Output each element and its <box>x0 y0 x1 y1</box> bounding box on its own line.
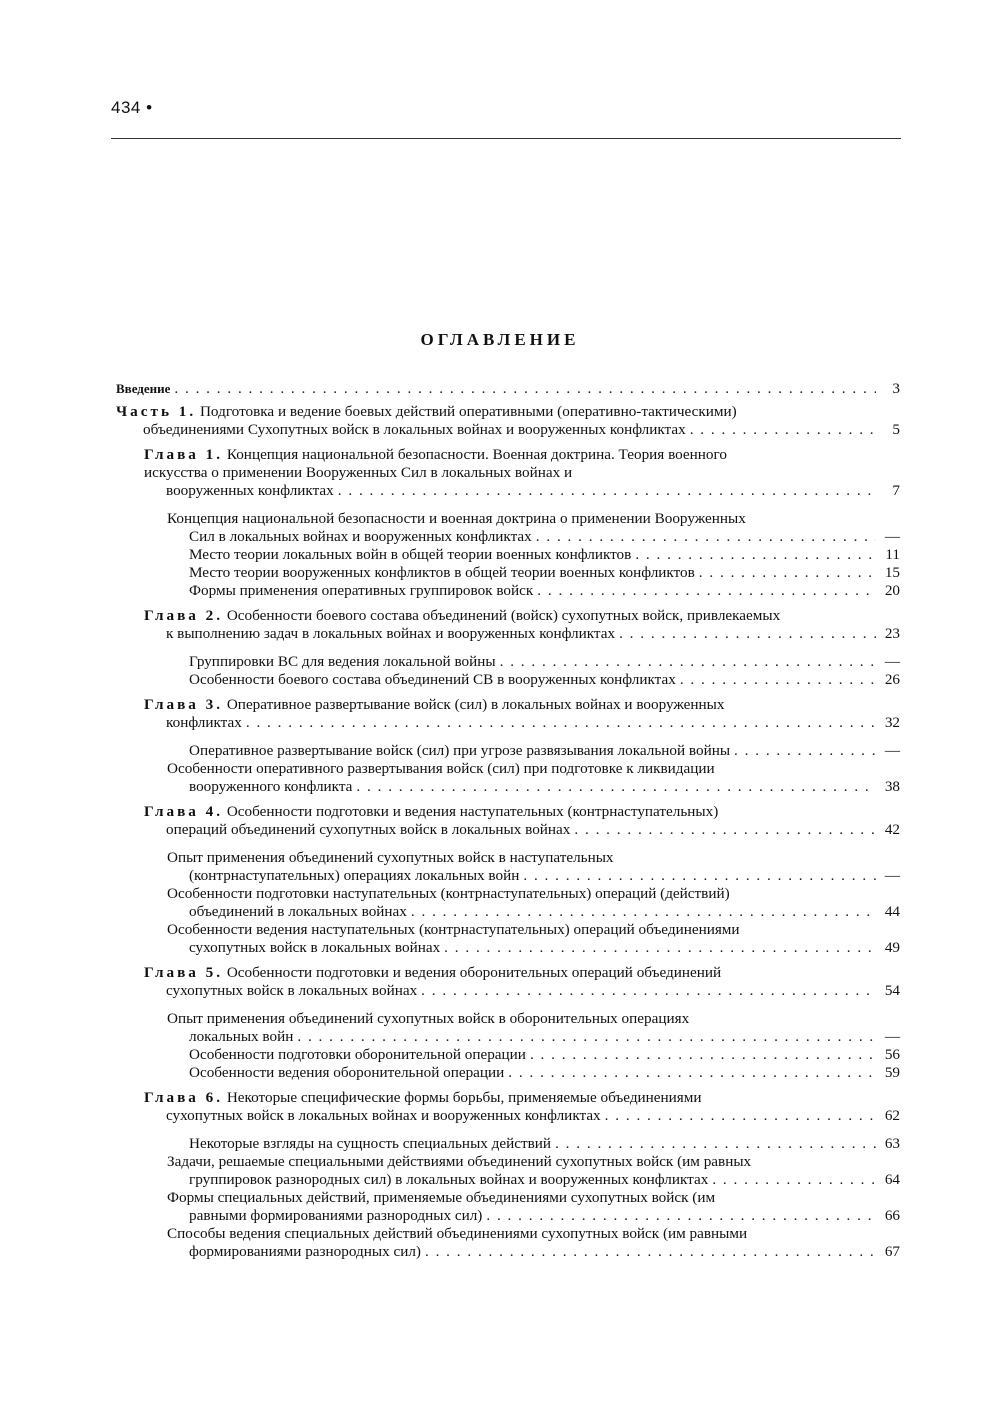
dot-leader <box>605 1107 876 1125</box>
toc-entry-line <box>167 760 900 778</box>
dot-leader <box>523 867 876 885</box>
toc-entry-text: к выполнению задач в локальных войнах и вооруженных конфликтах <box>166 625 616 642</box>
toc-entry-line <box>116 403 900 421</box>
toc-page-number: 49 <box>884 939 900 956</box>
toc-subsection <box>116 742 900 760</box>
toc-subsection <box>116 1135 900 1153</box>
dot-leader <box>574 821 876 839</box>
dot-leader <box>425 1243 876 1261</box>
dot-leader <box>500 653 876 671</box>
dot-leader <box>508 1064 876 1082</box>
toc-page-number: 32 <box>884 714 900 731</box>
toc-entry-text: Опыт применения объединений сухопутных войск в оборонительных операциях <box>167 1010 690 1027</box>
toc-subsection <box>116 653 900 671</box>
toc-entry-line <box>167 921 900 939</box>
toc-page-number: 59 <box>884 1064 900 1081</box>
dot-leader <box>174 380 876 398</box>
toc-entry-text: (контрнаступательных) операциях локальных войн <box>189 867 520 884</box>
toc-entry-text: Некоторые взгляды на сущность специальных действий <box>189 1135 552 1152</box>
toc-entry-text: объединениями Сухопутных войск в локальных войнах и вооруженных конфликтах <box>143 421 686 438</box>
toc-entry-text: вооруженного конфликта <box>189 778 353 795</box>
toc-entry-text: равными формированиями разнородных сил) <box>189 1207 483 1224</box>
toc-entry-text: сухопутных войск в локальных войнах <box>166 982 418 999</box>
toc-chapter <box>116 803 900 839</box>
toc-subsection <box>116 1064 900 1082</box>
toc-entry-line <box>144 607 900 625</box>
toc-entry-line <box>144 464 900 482</box>
toc-entry-text: Формы применения оперативных группировок войск <box>189 582 534 599</box>
toc-page-number: 15 <box>884 564 900 581</box>
toc-entry-text: группировок разнородных сил) в локальных войнах и вооруженных конфликтах <box>189 1171 709 1188</box>
toc-entry-text: Место теории вооруженных конфликтов в общей теории военных конфликтов <box>189 564 695 581</box>
toc-entry-text: операций объединений сухопутных войск в локальных войнах <box>166 821 571 838</box>
toc-entry-text: вооруженных конфликтах <box>166 482 334 499</box>
toc-entry-text: Особенности подготовки и ведения наступательных (контрнаступательных) <box>226 803 719 820</box>
page-number: 434 • <box>111 98 153 117</box>
dot-leader <box>734 742 876 760</box>
toc-entry-text: Способы ведения специальных действий объединениями сухопутных войск (им равными <box>167 1225 748 1242</box>
toc-entry-prefix: Глава 1. <box>144 446 224 463</box>
toc-page-number: 26 <box>884 671 900 688</box>
toc-entry-text: локальных войн <box>189 1028 294 1045</box>
toc-entry-prefix: Глава 3. <box>144 696 224 713</box>
toc-entry-line <box>167 1010 900 1028</box>
toc-entry-text: Особенности подготовки оборонительной операции <box>189 1046 526 1063</box>
toc-page-number: 67 <box>884 1243 900 1260</box>
toc-entry-text: Оперативное развертывание войск (сил) в локальных войнах и вооруженных <box>226 696 725 713</box>
toc-subsection <box>116 671 900 689</box>
toc-page-number: 11 <box>885 546 900 563</box>
toc-entry-line <box>167 1189 900 1207</box>
dot-leader <box>411 903 876 921</box>
toc-chapter <box>116 1089 900 1125</box>
toc-page-number: 38 <box>884 778 900 795</box>
toc-entry-text: Группировки ВС для ведения локальной войны <box>189 653 496 670</box>
page-title: ОГЛАВЛЕНИЕ <box>420 330 580 349</box>
toc-page-number: 54 <box>884 982 900 999</box>
toc-part <box>116 380 900 398</box>
dot-leader <box>619 625 876 643</box>
dot-leader <box>297 1028 876 1046</box>
toc-entry-text: формированиями разнородных сил) <box>189 1243 421 1260</box>
toc-page-number: 7 <box>892 482 900 499</box>
dot-leader <box>356 778 876 796</box>
dot-leader <box>421 982 876 1000</box>
toc-page-number: 44 <box>884 903 900 920</box>
toc-chapter <box>116 964 900 1000</box>
toc-subsection <box>116 510 900 546</box>
toc-entry-text: Формы специальных действий, применяемые объединениями сухопутных войск (им <box>167 1189 716 1206</box>
dot-leader <box>444 939 876 957</box>
toc-page-number: — <box>884 867 900 884</box>
toc-page-number: 64 <box>884 1171 900 1188</box>
dot-leader <box>690 421 876 439</box>
toc-entry-prefix: Глава 5. <box>144 964 224 981</box>
toc-entry-text: Место теории локальных войн в общей теории военных конфликтов <box>189 546 632 563</box>
toc-entry-text: Некоторые специфические формы борьбы, применяемые объединениями <box>226 1089 702 1106</box>
toc-page-number: 23 <box>884 625 900 642</box>
toc-entry-line <box>167 1225 900 1243</box>
toc-entry-prefix: Глава 6. <box>144 1089 224 1106</box>
toc-subsection <box>116 760 900 796</box>
toc-entry-text: Задачи, решаемые специальными действиями объединений сухопутных войск (им равных <box>167 1153 752 1170</box>
toc-entry-label: Введение <box>116 381 171 396</box>
toc-entry-line <box>167 510 900 528</box>
toc-entry-text: Оперативное развертывание войск (сил) при угрозе развязывания локальной войны <box>189 742 731 759</box>
toc-entry-text: Особенности боевого состава объединений (войск) сухопутных войск, привлекаемых <box>226 607 781 624</box>
toc-subsection <box>116 849 900 885</box>
toc-page-number: 63 <box>884 1135 900 1152</box>
toc-page-number: 3 <box>892 380 900 397</box>
page-header <box>111 98 901 118</box>
toc-subsection <box>116 1189 900 1225</box>
toc-subsection <box>116 1225 900 1261</box>
dot-leader <box>699 564 876 582</box>
toc-subsection <box>116 885 900 921</box>
toc-page-number: 66 <box>884 1207 900 1224</box>
toc-page-number: 62 <box>884 1107 900 1124</box>
toc-entry-text: Особенности ведения оборонительной операции <box>189 1064 505 1081</box>
toc-entry-text: Опыт применения объединений сухопутных войск в наступательных <box>167 849 614 866</box>
toc-page-number: 5 <box>892 421 900 438</box>
toc-entry-prefix: Глава 2. <box>144 607 224 624</box>
toc-page-number: — <box>884 742 900 759</box>
toc-entry-text: объединений в локальных войнах <box>189 903 407 920</box>
dot-leader <box>246 714 876 732</box>
toc-subsection <box>116 564 900 582</box>
dot-leader <box>537 582 876 600</box>
toc-entry-line <box>144 1089 900 1107</box>
toc-entry-text: искусства о применении Вооруженных Сил в локальных войнах и <box>144 464 573 481</box>
toc-page-number: — <box>884 1028 900 1045</box>
toc-subsection <box>116 582 900 600</box>
toc-entry-text: Особенности боевого состава объединений СВ в вооруженных конфликтах <box>189 671 676 688</box>
toc-entry-line <box>167 1153 900 1171</box>
toc-entry-line <box>144 803 900 821</box>
header-divider <box>111 138 901 139</box>
toc-entry-prefix: Глава 4. <box>144 803 224 820</box>
dot-leader <box>486 1207 876 1225</box>
toc-chapter <box>116 446 900 500</box>
dot-leader <box>338 482 876 500</box>
toc-entry-text: Концепция национальной безопасности. Военная доктрина. Теория военного <box>226 446 727 463</box>
toc-entry-line <box>167 849 900 867</box>
toc-entry-text: Особенности подготовки наступательных (контрнаступательных) операций (действий) <box>167 885 730 902</box>
toc-part <box>116 403 900 439</box>
dot-leader <box>680 671 876 689</box>
dot-leader <box>712 1171 876 1189</box>
toc-page-number: — <box>884 528 900 545</box>
table-of-contents <box>116 380 900 1261</box>
toc-entry-line <box>144 446 900 464</box>
toc-entry-line <box>167 885 900 903</box>
toc-entry-text: Подготовка и ведение боевых действий оперативными (оперативно-тактическими) <box>199 403 737 420</box>
toc-chapter <box>116 696 900 732</box>
dot-leader <box>555 1135 876 1153</box>
toc-entry-text: Сил в локальных войнах и вооруженных конфликтах <box>189 528 532 545</box>
toc-subsection <box>116 1010 900 1046</box>
toc-entry-text: Особенности оперативного развертывания войск (сил) при подготовке к ликвидации <box>167 760 715 777</box>
toc-entry-text: сухопутных войск в локальных войнах и вооруженных конфликтах <box>166 1107 601 1124</box>
dot-leader <box>635 546 876 564</box>
toc-entry-text: Особенности ведения наступательных (контрнаступательных) операций объединениями <box>167 921 740 938</box>
toc-page-number: — <box>884 653 900 670</box>
toc-entry-prefix: Часть 1. <box>116 403 197 420</box>
dot-leader <box>530 1046 876 1064</box>
toc-chapter <box>116 607 900 643</box>
toc-entry-text: сухопутных войск в локальных войнах <box>189 939 441 956</box>
toc-subsection <box>116 1046 900 1064</box>
toc-entry-line <box>144 696 900 714</box>
toc-entry-text: Концепция национальной безопасности и военная доктрина о применении Вооруженных <box>167 510 746 527</box>
toc-subsection <box>116 921 900 957</box>
toc-page-number: 42 <box>884 821 900 838</box>
dot-leader <box>536 528 876 546</box>
toc-page-number: 56 <box>884 1046 900 1063</box>
toc-subsection <box>116 1153 900 1189</box>
toc-entry-line <box>144 964 900 982</box>
toc-subsection <box>116 546 900 564</box>
toc-entry-text: конфликтах <box>166 714 242 731</box>
toc-page-number: 20 <box>884 582 900 599</box>
toc-entry-text: Особенности подготовки и ведения оборонительных операций объединений <box>226 964 722 981</box>
